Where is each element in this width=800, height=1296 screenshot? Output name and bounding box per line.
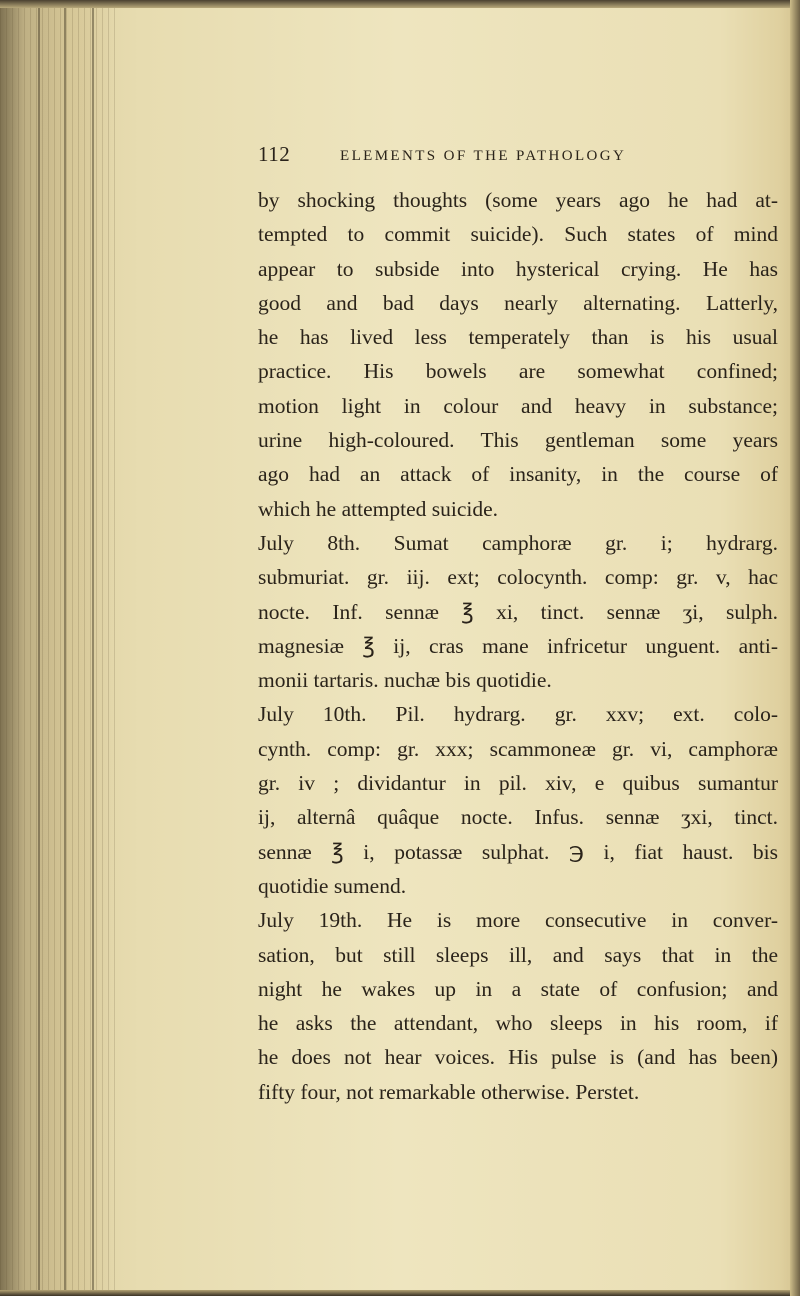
text-line: monii tartaris. nuchæ bis quotidie. (258, 668, 552, 693)
text-line: he asks the attendant, who sleeps in his room, if (258, 1011, 778, 1036)
text-line: tempted to commit suicide). Such states of mind (258, 222, 778, 247)
text-line: gr. iv ; dividantur in pil. xiv, e quibus sumantur (258, 771, 778, 796)
text-line: urine high-coloured. This gentleman some years (258, 428, 778, 453)
text-line: which he attempted suicide. (258, 496, 499, 521)
running-head: ELEMENTS OF THE PATHOLOGY (340, 148, 627, 164)
text-line: quotidie sumend. (258, 873, 407, 898)
page-number: 112 (258, 142, 291, 166)
text-line: cynth. comp: gr. xxx; scammoneæ gr. vi, camphoræ (258, 736, 778, 761)
page-gutter (0, 0, 115, 1296)
text-line: he has lived less temperately than is his usual (258, 325, 778, 350)
text-line: night he wakes up in a state of confusion; and (258, 976, 778, 1001)
text-line: he does not hear voices. His pulse is (and has been) (258, 1045, 778, 1070)
text-line: appear to subside into hysterical crying. He has (258, 256, 778, 281)
text-line: good and bad days nearly alternating. Latterly, (258, 290, 778, 315)
text-line: magnesiæ ℥ ij, cras mane infricetur unguent. anti- (258, 633, 778, 658)
gutter-shadow-line (64, 0, 66, 1296)
gutter-shadow-line (92, 0, 94, 1296)
gutter-shadow-line (38, 0, 40, 1296)
text-line: sation, but still sleeps ill, and says that in the (258, 942, 778, 967)
text-line: ago had an attack of insanity, in the course of (258, 462, 778, 487)
text-line: fifty four, not remarkable otherwise. Perstet. (258, 1079, 640, 1104)
body-text (258, 183, 778, 1109)
text-line: by shocking thoughts (some years ago he had at- (258, 188, 778, 212)
text-line: July 8th. Sumat camphoræ gr. i; hydrarg. (258, 530, 778, 555)
text-line: motion light in colour and heavy in substance; (258, 393, 778, 418)
text-line: sennæ ℥ i, potassæ sulphat. ℈ i, fiat haust. bis (258, 839, 778, 864)
text-line: submuriat. gr. iij. ext; colocynth. comp: gr. v, hac (258, 565, 778, 590)
text-line: nocte. Inf. sennæ ℥ xi, tinct. sennæ ʒi, sulph. (258, 599, 778, 624)
text-line: practice. His bowels are somewhat confined; (258, 359, 778, 384)
bottom-page-edge (0, 1290, 800, 1296)
page-header (258, 142, 778, 172)
text-line: July 19th. He is more consecutive in conver- (258, 908, 778, 933)
text-line: July 10th. Pil. hydrarg. gr. xxv; ext. colo- (258, 702, 778, 727)
text-line: ij, alternâ quâque nocte. Infus. sennæ ʒxi, tinct. (258, 805, 778, 830)
right-page-edge (790, 0, 800, 1296)
top-page-edge (0, 0, 800, 8)
